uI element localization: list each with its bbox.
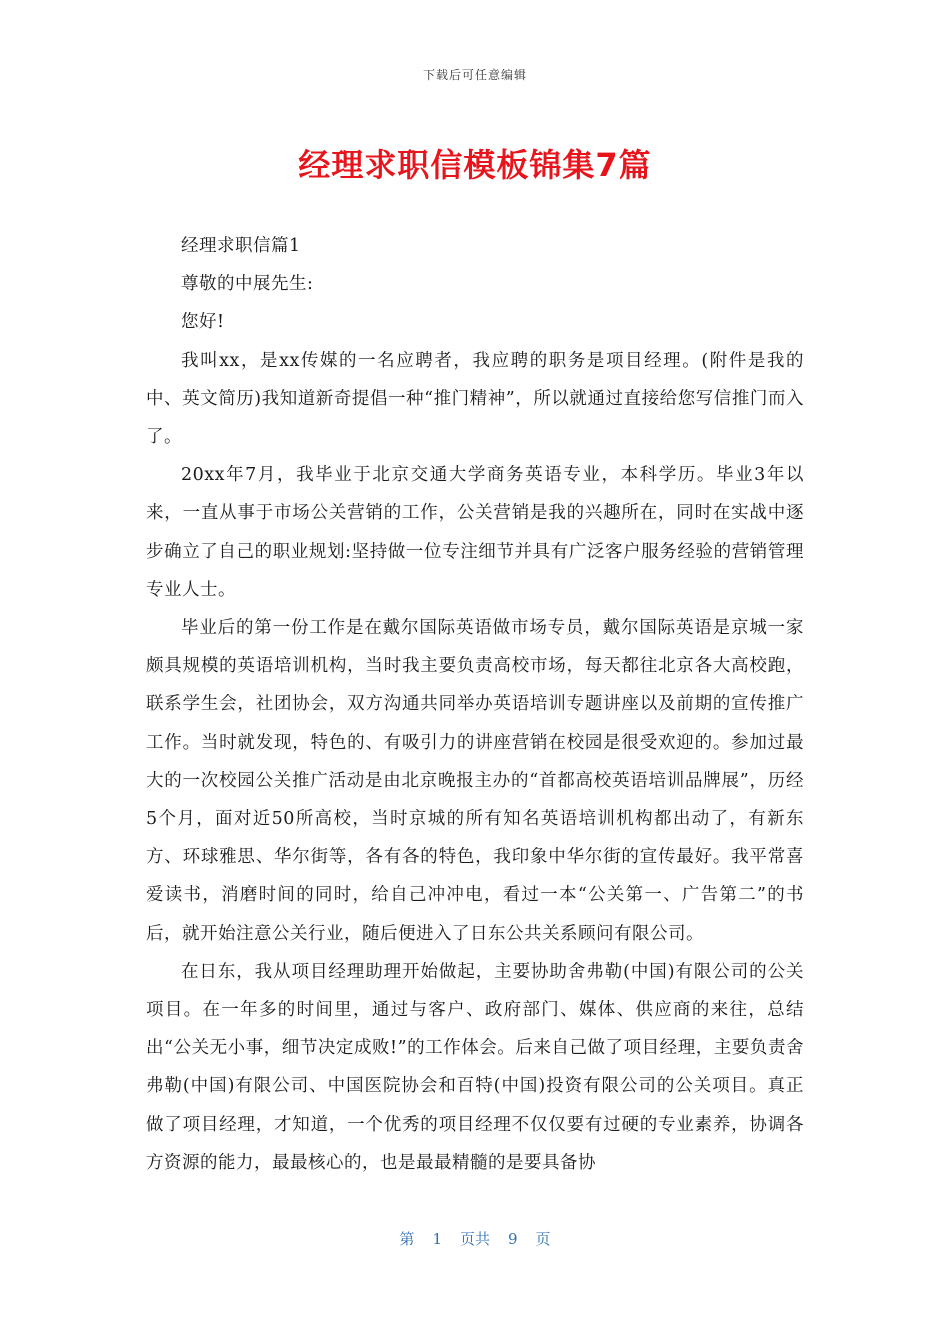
footer-total-pages: 9 <box>508 1230 518 1248</box>
paragraph-intro: 我叫xx，是xx传媒的一名应聘者，我应聘的职务是项目经理。(附件是我的中、英文简历)我知道新奇提倡一种“推门精神”，所以就通过直接给您写信推门而入了。 <box>146 350 804 448</box>
paragraph-education: 20xx年7月，我毕业于北京交通大学商务英语专业，本科学历。毕业3年以来，一直从事于市场公关营销的工作，公关营销是我的兴趣所在，同时在实战中逐步确立了自己的职业规划:坚持做一位专注细节并具有广泛客户服务经验的营销管理专业人士。 <box>146 465 804 600</box>
salutation: 尊敬的中展先生: <box>181 274 314 295</box>
greeting: 您好! <box>181 312 225 333</box>
document-title: 经理求职信模板锦集7篇 <box>298 146 652 184</box>
paragraph-rito: 在日东，我从项目经理助理开始做起，主要协助舍弗勒(中国)有限公司的公关项目。在一年多的时间里，通过与客户、政府部门、媒体、供应商的来往，总结出“公关无小事，细节决定成败!”的工作体会。后来自己做了项目经理，主要负责舍弗勒(中国)有限公司、中国医院协会和百特(中国)投资有限公司的公关项目。真正做了项目经理，才知道，一个优秀的项目经理不仅仅要有过硬的专业素养，协调各方资源的能力，最最核心的，也是最最精髓的是要具备协 <box>146 961 804 1173</box>
page-footer <box>0 1228 950 1249</box>
footer-label-total: 页共 <box>459 1230 490 1248</box>
document-body <box>146 227 804 1182</box>
footer-current-page: 1 <box>432 1230 442 1248</box>
section-heading: 经理求职信篇1 <box>181 236 301 256</box>
header-note: 下载后可任意编辑 <box>422 68 527 82</box>
footer-label-end: 页 <box>535 1230 551 1248</box>
paragraph-first-job: 毕业后的第一份工作是在戴尔国际英语做市场专员，戴尔国际英语是京城一家颇具规模的英语培训机构，当时我主要负责高校市场，每天都往北京各大高校跑，联系学生会，社团协会，双方沟通共同举办英语培训专题讲座以及前期的宣传推广工作。当时就发现，特色的、有吸引力的讲座营销在校园是很受欢迎的。参加过最大的一次校园公关推广活动是由北京晚报主办的“首都高校英语培训品牌展”，历经5个月，面对近50所高校，当时京城的所有知名英语培训机构都出动了，有新东方、环球雅思、华尔街等，各有各的特色，我印象中华尔街的宣传最好。我平常喜爱读书，消磨时间的同时，给自己冲冲电，看过一本“公关第一、广告第二”的书后，就开始注意公关行业，随后便进入了日东公共关系顾问有限公司。 <box>146 618 804 944</box>
footer-label-page: 第 <box>399 1230 415 1248</box>
